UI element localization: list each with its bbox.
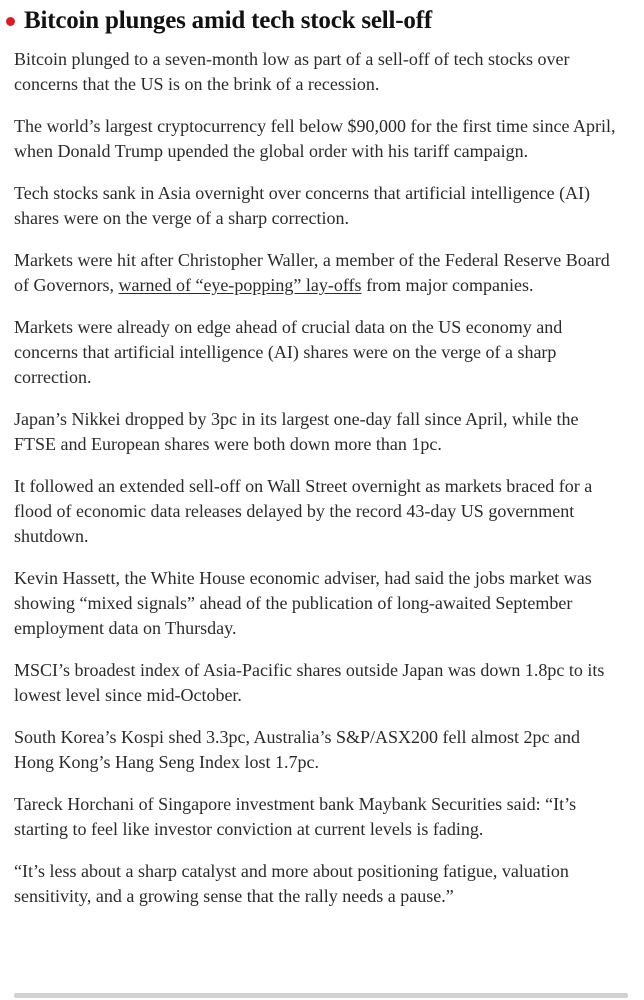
paragraph: South Korea’s Kospi shed 3.3pc, Australia’s S&P/ASX200 fell almost 2pc and Hong Kong’s Hang Seng Index lost 1.7pc.: [14, 727, 580, 772]
paragraph: Tech stocks sank in Asia overnight over concerns that artificial intelligence (AI) shares were on the verge of a sharp correction.: [14, 183, 591, 228]
paragraph: “It’s less about a sharp catalyst and more about positioning fatigue, valuation sensitivity, and a growing sense that the rally needs a pause.”: [14, 861, 569, 906]
headline: Bitcoin plunges amid tech stock sell-off: [24, 7, 432, 34]
paragraph: [14, 248, 622, 298]
paragraph: It followed an extended sell-off on Wall Street overnight as markets braced for a flood of economic data releases delayed by the record 43-day US government shutdown.: [14, 476, 593, 546]
headline-row: [6, 6, 622, 36]
layoffs-warning-link[interactable]: warned of “eye-popping” lay-offs: [118, 275, 362, 295]
paragraph-text: Markets were hit after Christopher Waller, a member of the Federal Reserve Board of Governors,: [14, 250, 610, 295]
paragraph: Tareck Horchani of Singapore investment bank Maybank Securities said: “It’s starting to feel like investor conviction at current levels is fading.: [14, 794, 577, 839]
paragraph: MSCI’s broadest index of Asia-Pacific shares outside Japan was down 1.8pc to its lowest level since mid-October.: [14, 660, 605, 705]
paragraph: Markets were already on edge ahead of crucial data on the US economy and concerns that artificial intelligence (AI) shares were on the verge of a sharp correction.: [14, 317, 563, 387]
paragraph: The world’s largest cryptocurrency fell below $90,000 for the first time since April, when Donald Trump upended the global order with his tariff campaign.: [14, 116, 616, 161]
paragraph-text: from major companies.: [361, 275, 534, 295]
bottom-divider: [14, 993, 628, 998]
live-bullet-icon: [6, 17, 15, 26]
paragraph: Japan’s Nikkei dropped by 3pc in its largest one-day fall since April, while the FTSE and European shares were both down more than 1pc.: [14, 409, 579, 454]
paragraph: Kevin Hassett, the White House economic adviser, had said the jobs market was showing “mixed signals” ahead of the publication of long-awaited September employment data on Thursday.: [14, 568, 592, 638]
paragraph: Bitcoin plunged to a seven-month low as part of a sell-off of tech stocks over concerns that the US is on the brink of a recession.: [14, 49, 570, 94]
